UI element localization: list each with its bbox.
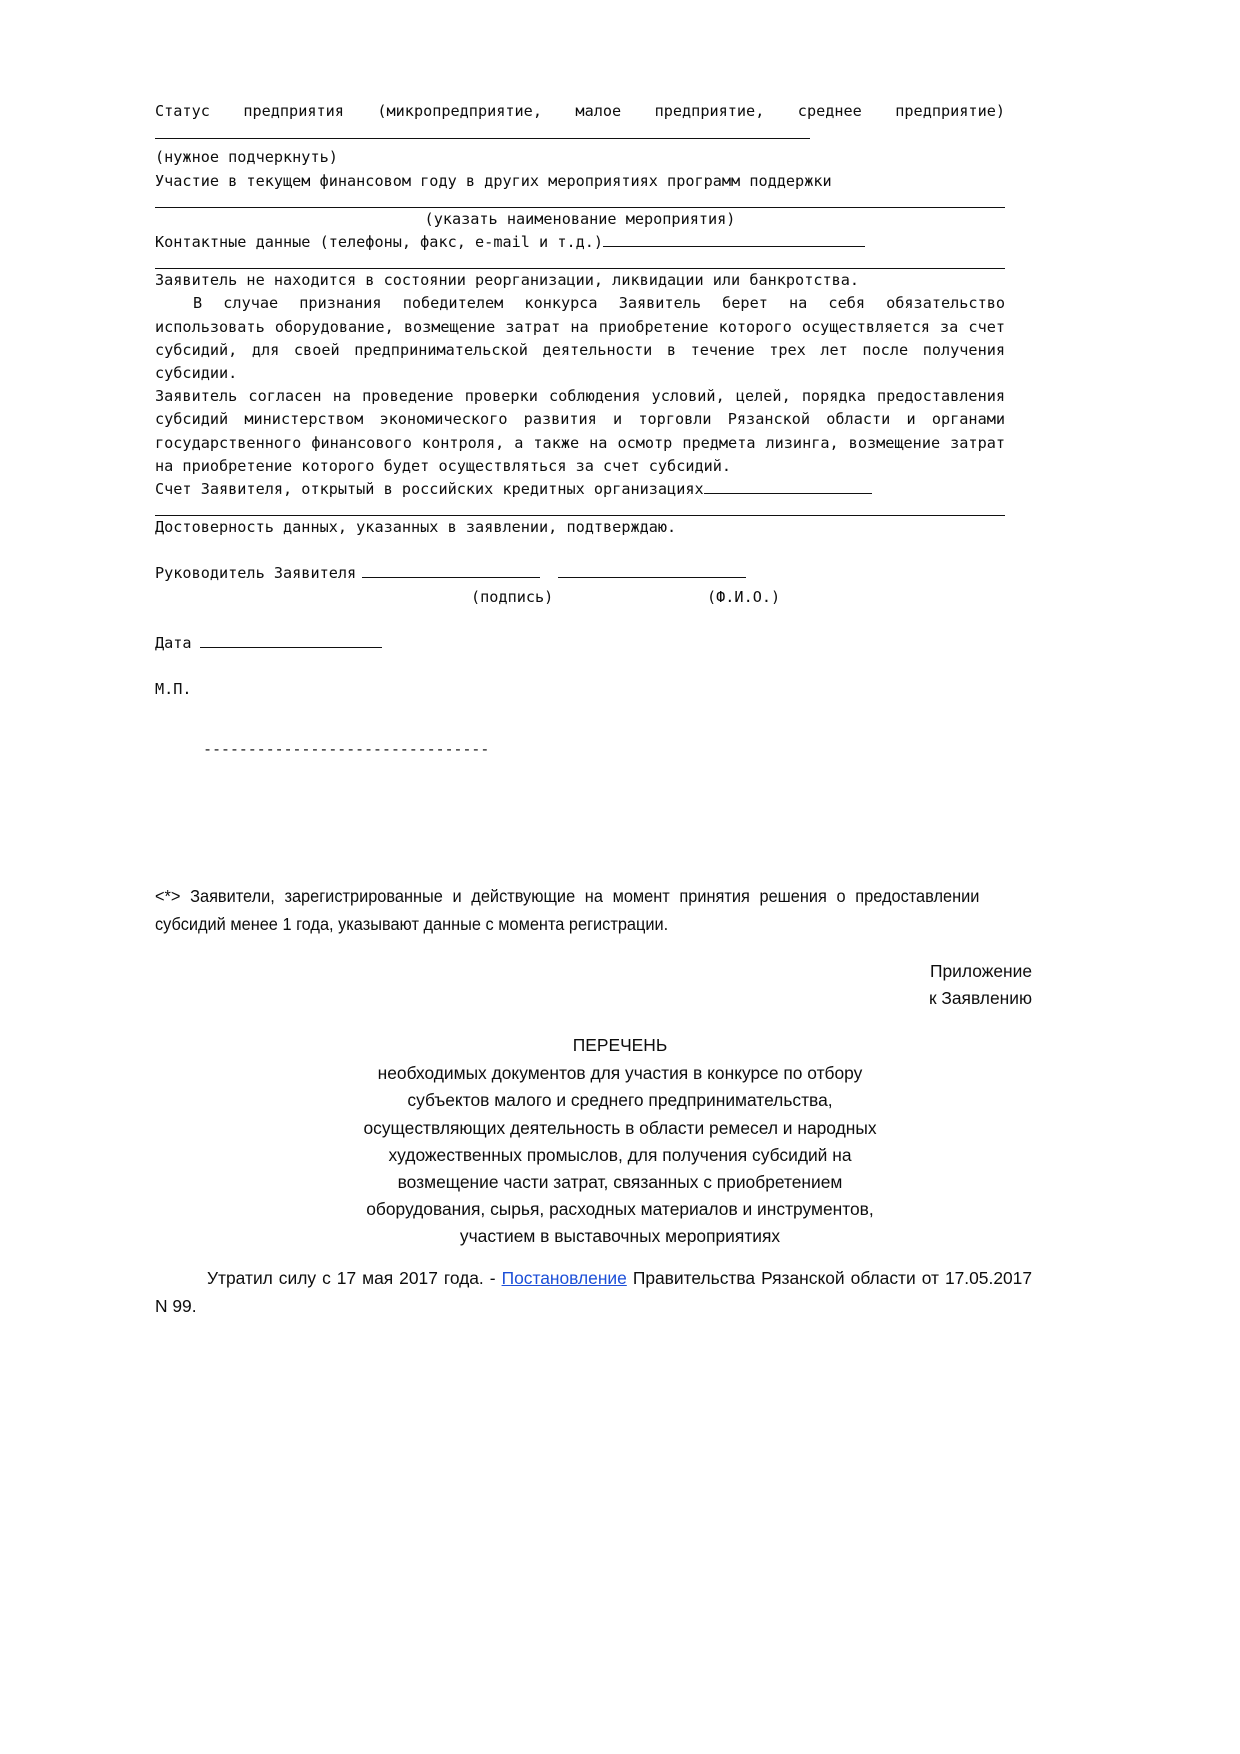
caption-fio: (Ф.И.О.) — [707, 587, 781, 606]
event-name-caption: (указать наименование мероприятия) — [424, 209, 736, 228]
paragraph-consent: Заявитель согласен на проведение проверки соблюдения условий, целей, порядка предоставления субсидий министерством экономического развития и торговли Рязанской области и органами государственного финансового контроля, а также на осмотр предмета лизинга, возмещение затрат на приобретение которого будет осуществляться за счет субсидий. — [155, 387, 1005, 475]
spacer — [155, 539, 1005, 562]
perechen-line: возмещение части затрат, связанных с приобретением — [397, 1172, 843, 1193]
spacer — [155, 254, 1005, 268]
appendix-header-line-2: к Заявлению — [928, 988, 1032, 1008]
underline-note: (нужное подчеркнуть) — [155, 148, 338, 167]
status-line-text: Статус предприятия (микропредприятие, малое предприятие, среднее предприятие) — [155, 102, 1005, 120]
perechen-line: осуществляющих деятельность в области ремесел и народных — [363, 1117, 877, 1138]
repeal-notice — [155, 1264, 1032, 1320]
signatory-row — [155, 562, 1005, 585]
spacer — [155, 655, 1005, 678]
footnote-paragraph: <*> Заявители, зарегистрированные и действующие на момент принятия решения о предоставлении субсидий менее 1 года, указывают данные с момента регистрации. — [155, 886, 980, 934]
status-fill-line[interactable] — [155, 124, 810, 139]
account-line-text: Счет Заявителя, открытый в российских кредитных организациях — [155, 480, 704, 499]
spacer — [155, 701, 1005, 724]
form-body — [155, 100, 1005, 761]
spacer — [155, 609, 1005, 632]
participation-line: Участие в текущем финансовом году в других мероприятиях программ поддержки — [155, 171, 832, 190]
perechen-line: необходимых документов для участия в конкурсе по отбору — [377, 1063, 863, 1084]
footnote-separator: -------------------------------- — [203, 740, 490, 759]
contact-line-text: Контактные данные (телефоны, факс, e-mail и т.д.) — [155, 233, 604, 252]
contact-line-block — [155, 231, 1005, 254]
spacer — [155, 724, 1005, 738]
spacer — [155, 193, 1005, 207]
account-fill-line[interactable] — [704, 479, 872, 494]
appendix-header-line-1: Приложение — [929, 961, 1032, 981]
account-line-block — [155, 478, 1005, 501]
perechen-title: ПЕРЕЧЕНЬ — [572, 1035, 668, 1055]
perechen-line: оборудования, сырья, расходных материалов и инструментов, — [366, 1199, 874, 1220]
fio-fill-line[interactable] — [558, 564, 746, 578]
contact-fill-line[interactable] — [603, 232, 865, 247]
perechen-line: субъектов малого и среднего предпринимательства, — [407, 1090, 833, 1111]
perechen-block — [0, 1032, 1240, 1251]
repeal-suffix: Правительства Рязанской области от 17.05.2017 N 99. — [155, 1268, 1033, 1316]
postanovlenie-link[interactable]: Постановление — [501, 1268, 627, 1288]
paragraph-no-bankruptcy: Заявитель не находится в состоянии реорганизации, ликвидации или банкротства. — [155, 271, 860, 290]
perechen-line: участием в выставочных мероприятиях — [459, 1226, 781, 1247]
spacer — [155, 501, 1005, 515]
signatory-label: Руководитель Заявителя — [155, 564, 357, 583]
stamp-label: М.П. — [155, 679, 192, 698]
caption-signature: (подпись) — [471, 587, 554, 606]
repeal-prefix: Утратил силу с 17 мая 2017 года. - — [207, 1268, 502, 1288]
date-label: Дата — [155, 633, 192, 652]
signature-captions-row — [155, 586, 1005, 609]
perechen-line: художественных промыслов, для получения субсидий на — [388, 1144, 852, 1165]
status-line-block — [155, 100, 1005, 146]
paragraph-obligation: В случае признания победителем конкурса Заявитель берет на себя обязательство использовать оборудование, возмещение затрат на приобретение которого осуществляется за счет субсидий, для своей предпринимательской деятельности в течение трех лет после получения субсидии. — [155, 294, 1005, 383]
appendix-header — [772, 958, 1032, 1012]
signature-fill-line[interactable] — [362, 564, 540, 578]
date-fill-line[interactable] — [200, 634, 382, 648]
confirm-line: Достоверность данных, указанных в заявлении, подтверждаю. — [155, 518, 677, 537]
date-row — [155, 632, 1005, 655]
